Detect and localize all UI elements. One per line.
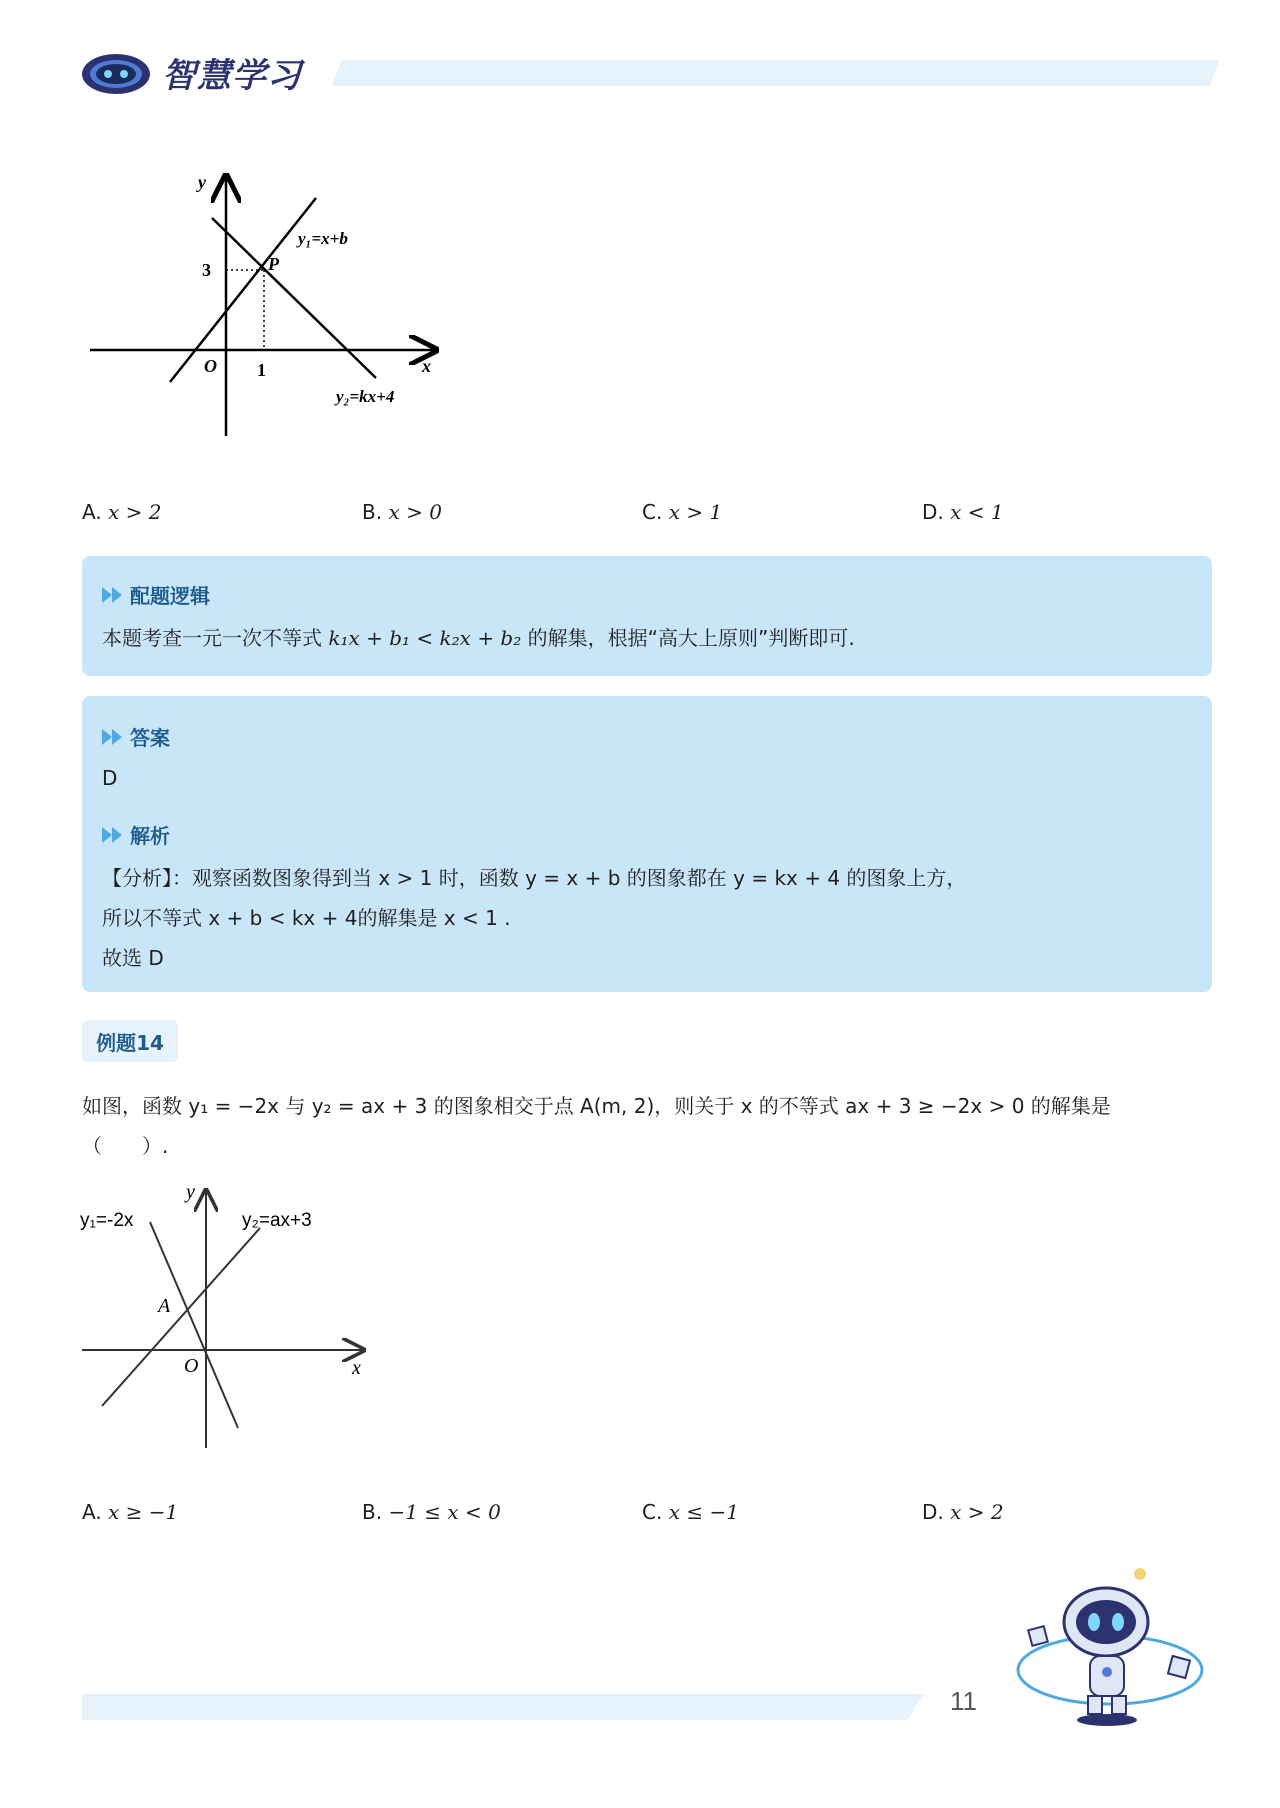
double-arrow-icon (102, 827, 124, 843)
footer-decor-bar (82, 1694, 924, 1720)
x-axis-label: x (352, 1357, 361, 1379)
tick-1-label: 1 (257, 360, 266, 380)
robot-logo-icon (80, 48, 152, 96)
line1-label: y₁=-2x (80, 1210, 134, 1231)
question-line-2: （ ）. (82, 1134, 169, 1158)
graph-figure-2 (80, 1178, 380, 1458)
tick-3-label: 3 (202, 260, 211, 280)
example-tag: 例题14 (82, 1020, 178, 1062)
analysis-line-2: 所以不等式 x + b < kx + 4的解集是 x < 1 . (102, 906, 511, 930)
option-c[interactable]: C. x ≤ −1 (642, 1500, 739, 1524)
y-axis-label: y (198, 172, 206, 192)
origin-label: O (204, 356, 217, 376)
line2-label: y₂=kx+4 (336, 387, 395, 406)
logo-text: 智慧学习 (162, 56, 302, 96)
q13-options (82, 500, 1212, 530)
analysis-line-1: 【分析】：观察函数图象得到当 x > 1 时，函数 y = x + b 的图象都在 y = kx + 4 的图象上方， (102, 866, 967, 890)
logic-box (82, 556, 1212, 676)
option-c[interactable]: C. x > 1 (642, 500, 723, 524)
logic-text: 本题考查一元一次不等式 k₁x + b₁ < k₂x + b₂ 的解集，根据“高大上原则”判断即可. (102, 626, 855, 650)
y-axis-label: y (186, 1181, 195, 1203)
logic-title: 配题逻辑 (102, 580, 210, 609)
answer-box (82, 696, 1212, 992)
analysis-title: 解析 (102, 820, 170, 849)
option-a[interactable]: A. x ≥ −1 (82, 1500, 179, 1524)
line-y1 (150, 1222, 238, 1428)
q14-options (82, 1500, 1212, 1530)
robot-mascot-icon (1010, 1560, 1210, 1730)
double-arrow-icon (102, 587, 124, 603)
x-axis-label: x (422, 356, 431, 376)
question-line-1: 如图，函数 y₁ = −2x 与 y₂ = ax + 3 的图象相交于点 A(m, 2)，则关于 x 的不等式 ax + 3 ≥ −2x > 0 的解集是 (82, 1094, 1111, 1118)
header-decor-bar (332, 60, 1219, 86)
line-y1 (170, 198, 316, 382)
line2-label: y₂=ax+3 (242, 1210, 312, 1231)
answer-title: 答案 (102, 722, 170, 751)
option-b[interactable]: B. −1 ≤ x < 0 (362, 1500, 501, 1524)
option-a[interactable]: A. x > 2 (82, 500, 162, 524)
point-p-label: P (268, 254, 279, 274)
analysis-line-3: 故选 D (102, 946, 164, 970)
line1-label: y₁=x+b (298, 229, 348, 248)
page-header (80, 46, 1210, 98)
double-arrow-icon (102, 729, 124, 745)
graph-figure-1 (86, 166, 446, 446)
answer-value: D (102, 766, 118, 790)
point-a-label: A (158, 1295, 171, 1317)
option-d[interactable]: D. x < 1 (922, 500, 1004, 524)
page-number: 11 (950, 1686, 977, 1716)
option-b[interactable]: B. x > 0 (362, 500, 442, 524)
origin-label: O (184, 1355, 199, 1377)
line-y2 (102, 1228, 260, 1406)
option-d[interactable]: D. x > 2 (922, 1500, 1004, 1524)
